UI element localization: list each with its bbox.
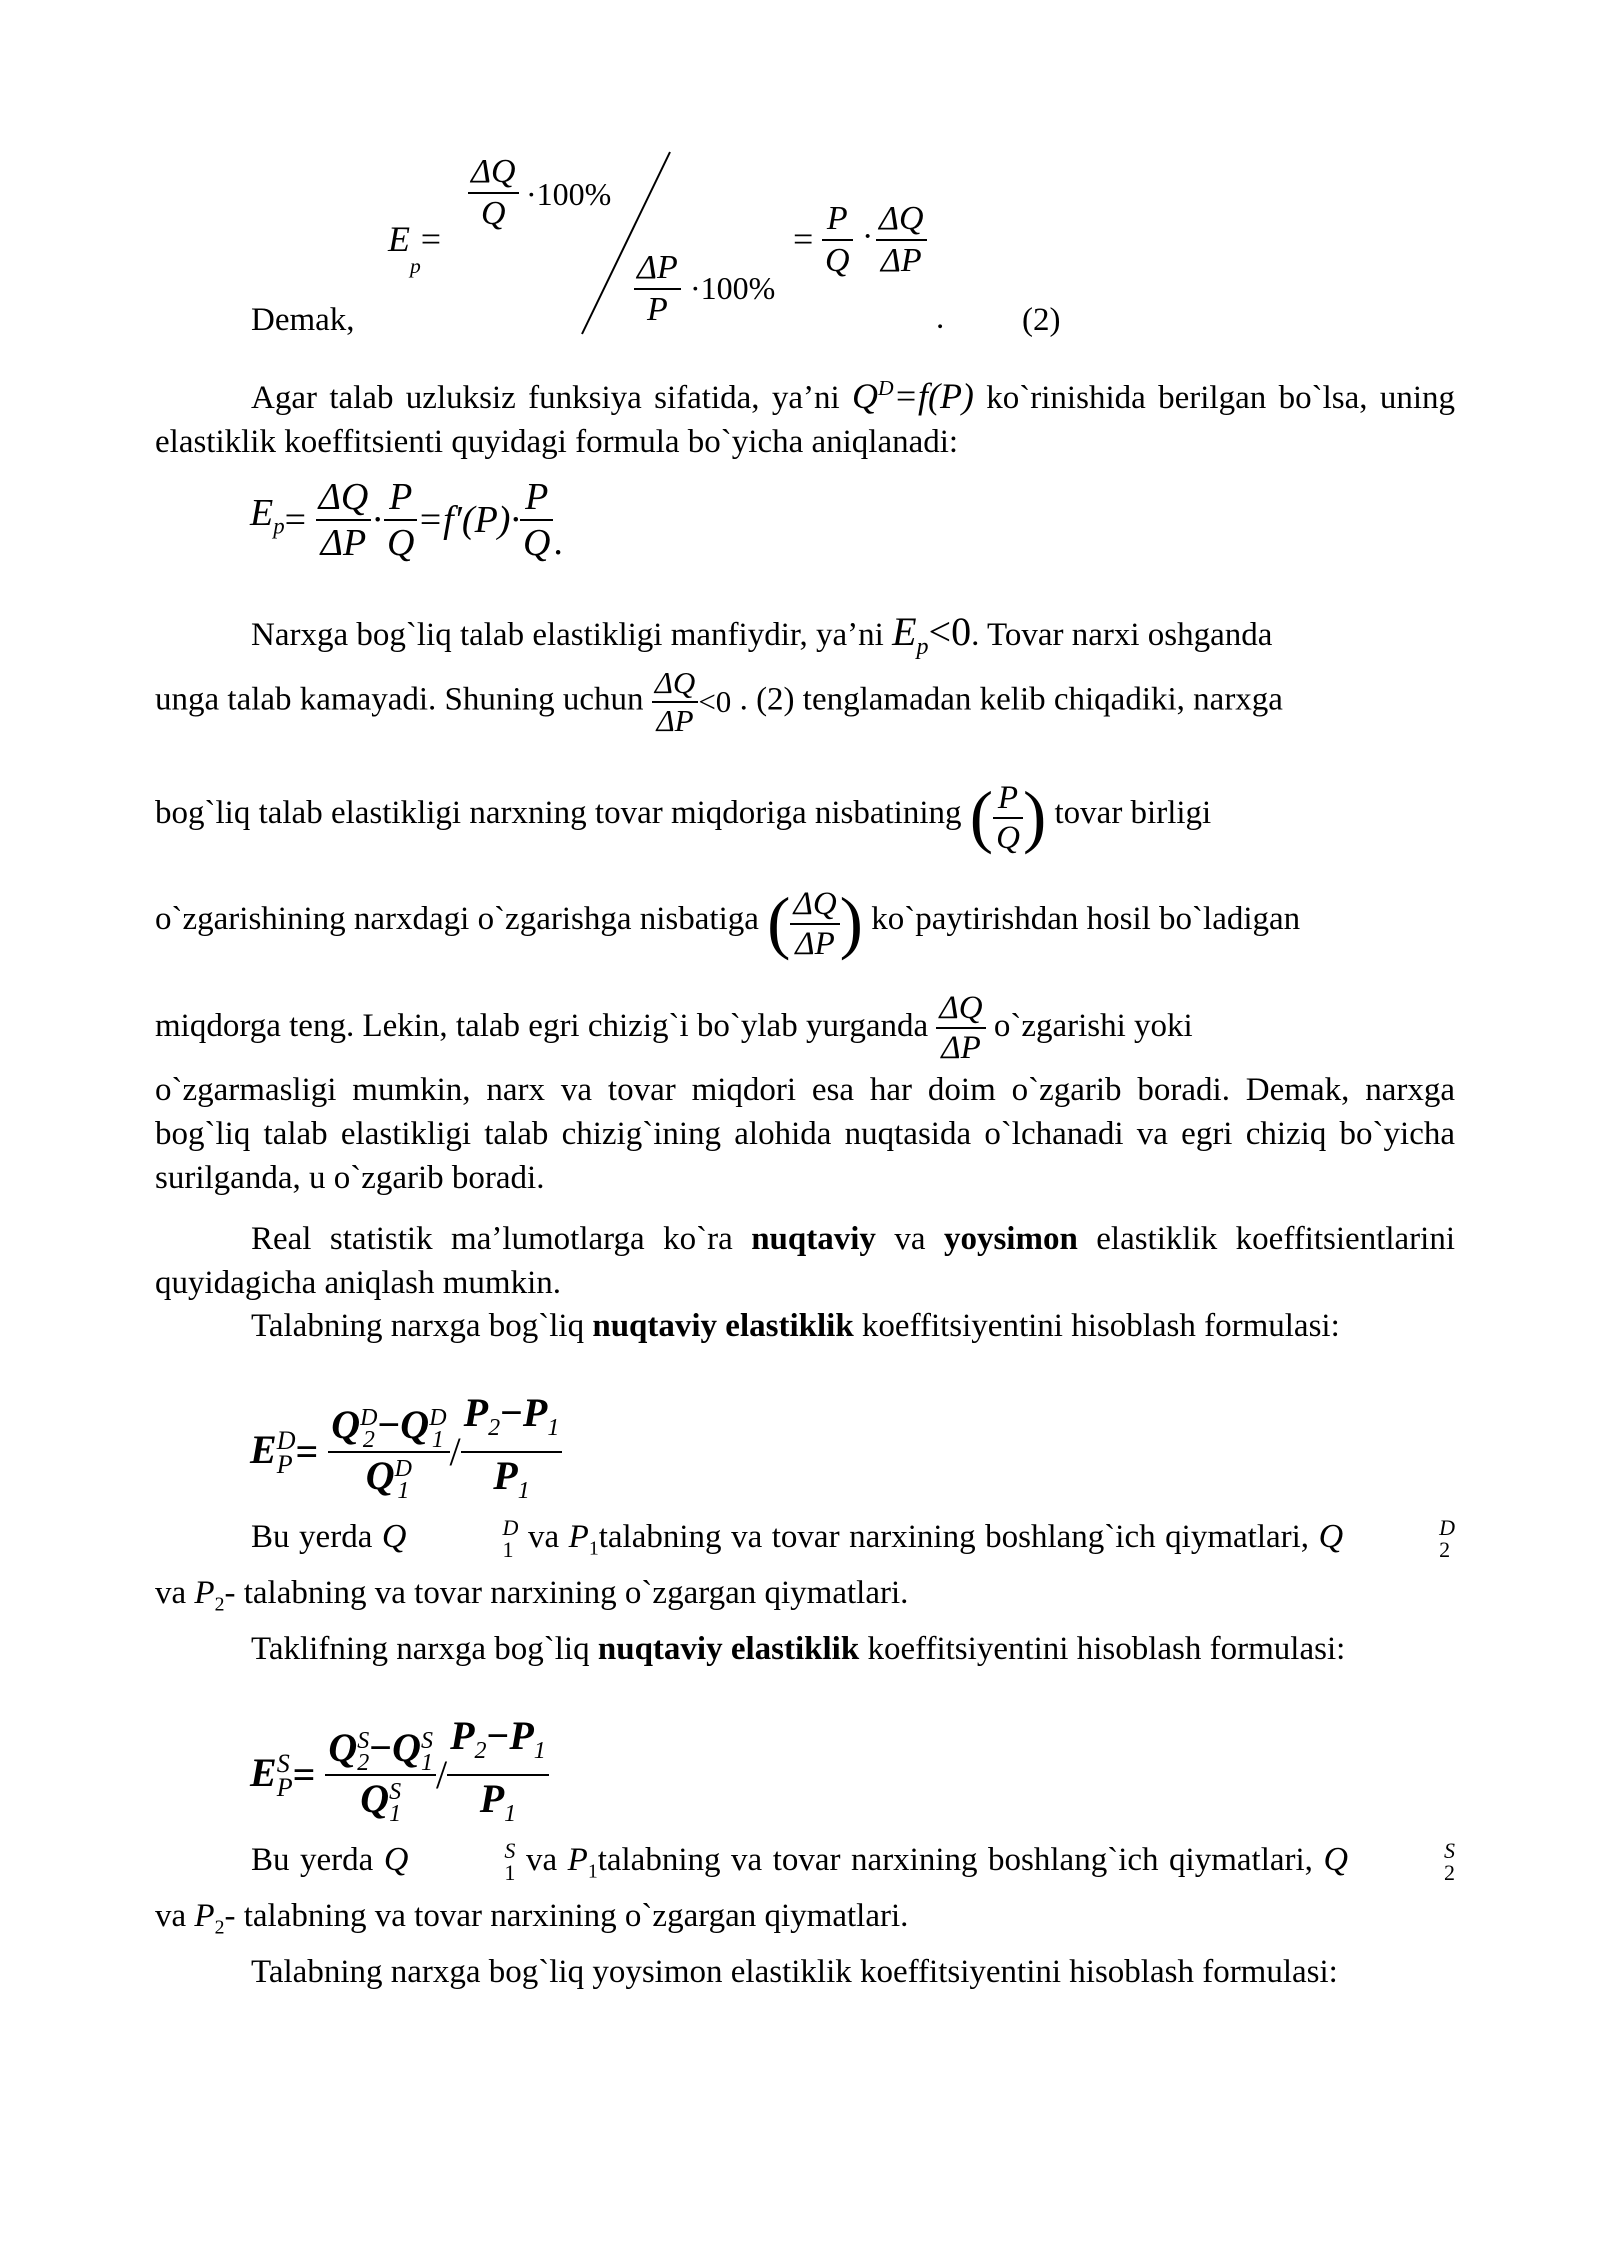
p7-text-2: va [894,1221,926,1257]
eqS-p2-sub: 2 [474,1738,487,1764]
p2-inequality [892,609,972,660]
p11-q2-sub: 2 [1444,1860,1456,1886]
p2-lt: <0 [928,609,972,654]
paragraph-9 [155,1515,1455,1626]
p5-text-before: o`zgarishining narxdagi o`zgarishga nisbatiga [155,901,759,937]
paragraph-1 [155,366,1455,464]
eq3-f3-den: Q [522,522,551,564]
eq2-top-den: Q [480,195,506,232]
eqD-q2-sub: 2 [362,1427,375,1453]
eq2-lhs-sub: p [410,254,421,279]
eq3-f1-num: ΔQ [316,475,372,521]
eqD-q2-sup: D [360,1405,378,1431]
eqD-p-minus: − [500,1390,523,1435]
p11-q2-symbol: Q [1323,1841,1349,1878]
p11-p1-sub: 1 [587,1860,598,1883]
eqS-q2: Q [328,1725,358,1771]
eq2-bottom-fraction [634,248,681,330]
p6-text-before: miqdorga teng. Lekin, talab egri chizig`i bo`ylab yurganda [155,1008,929,1044]
eqS-q1-den: Q [360,1776,390,1821]
p11-q2-sup: S [1444,1838,1456,1864]
eq3-equals: = [284,499,307,541]
eqS-sup: S [276,1749,290,1779]
p11-p2-symbol: P [194,1897,215,1934]
p1-function [852,376,974,416]
eqS-p1-den-sub: 1 [504,1801,517,1827]
p6-num: ΔQ [936,989,985,1029]
eq3-f2-num: P [384,475,417,521]
p3-lt: <0 [698,684,732,719]
eqS-q1-sub: 1 [420,1750,433,1776]
p2-text-before: Narxga bog`liq talab elastikligi manfiydir, yaʼni [251,617,884,653]
eqS-q-den [325,1776,436,1825]
p11-p1 [567,1842,598,1883]
p7-text-3: elastiklik koeffitsientlarini quyidagicha aniqlash mumkin. [155,1221,1455,1301]
p3-fraction [652,665,699,739]
eq3-lhs-sub: p [273,513,285,539]
equation-3 [250,475,563,565]
p3-den: ΔP [656,703,694,738]
p8-text-1: Talabning narxga bog`liq [251,1308,585,1344]
p11-q1-sup: S [504,1838,516,1864]
eq2-equals: = [420,219,442,259]
eq3-f3-num: P [520,475,553,521]
eqD-equals: = [295,1429,319,1474]
p9-p1-symbol: P [568,1519,589,1555]
p9-q2-sup: D [1439,1515,1456,1541]
equation-2 [0,0,1600,360]
p7-text-1: Real statistik maʼlumotlarga ko`ra [251,1221,733,1257]
p11-p2-sub: 2 [214,1916,225,1939]
p11-q2 [1323,1838,1456,1886]
eq2-rhs-f1-den: Q [825,242,850,279]
p5-den: ΔP [795,925,835,962]
p9-text-5: - talabning va tovar narxining o`zgargan qiymatlari. [224,1574,909,1611]
p4-text-after: tovar birligi [1054,795,1212,831]
eqD-p-num [461,1390,563,1453]
eq2-rhs-fraction-2 [876,199,927,281]
eqD-q1-den: Q [365,1453,395,1498]
p8-bold: nuqtaviy elastiklik [592,1308,854,1344]
eq3-fraction-1 [316,475,372,565]
p10-bold: nuqtaviy elastiklik [597,1631,860,1667]
eqS-q1-sup: S [420,1728,433,1754]
p8-text-2: koeffitsiyentini hisoblash formulasi: [861,1308,1340,1344]
eq2-bottom-multiplier: ·100% [690,270,776,306]
p11-q1-sub: 1 [504,1860,516,1886]
eqD-q-num [328,1402,449,1453]
p9-q1-sub: 1 [502,1537,514,1563]
eqS-slash: / [435,1752,448,1797]
p6-rest: o`zgarmasligi mumkin, narx va tovar miqdori esa har doim o`zgarib boradi. Demak, narxga bog`liq talab elastikligi talab chizig`ining alohida nuqtasida o`lchanadi va egri chiziq bo`yicha surilganda, u o`zgarib boradi. [155,1072,1455,1196]
p4-paren-fraction: ( $\frac{P}{Q}$ ) [969,778,1047,856]
eqD-e: E [250,1426,277,1472]
p11-p1-symbol: P [567,1842,588,1878]
eqS-q1-den-sub: 1 [389,1800,402,1827]
eq2-rhs-f2-num: ΔQ [876,199,927,241]
eq3-f2-den: Q [386,522,415,564]
eqD-q-den [328,1453,449,1502]
p11-text-2: va [525,1842,558,1878]
p6-first-line [155,984,1455,1068]
eqS-fraction-q [325,1725,436,1825]
eq3-dot: · [371,499,384,541]
paragraph-12: Talabning narxga bog`liq yoysimon elastiklik koeffitsiyentini hisoblash formulasi: [251,1954,1338,1990]
demak-label: Demak, [251,302,355,338]
p6-den: ΔP [941,1030,981,1067]
p10-text-1: Taklifning narxga bog`liq [251,1631,590,1667]
p4-text-before: bog`liq talab elastikligi narxning tovar miqdoriga nisbatining [155,795,962,831]
paragraph-5 [155,874,1455,966]
p9-q2 [1318,1515,1456,1563]
eqD-q2: Q [331,1402,361,1448]
p5-paren-fraction: ( $\frac{\Delta Q}{\Delta P}$ ) [767,884,863,962]
eqD-sub: P [276,1450,293,1480]
paragraph-8 [155,1304,1455,1348]
eqS-p-num [447,1713,549,1776]
p11-q1-symbol: Q [383,1841,409,1878]
eq2-number: (2) [1022,302,1061,338]
eq2-rhs-f2-den: ΔP [880,242,922,279]
eqD-q1: Q [400,1402,430,1448]
eq2-period: . [936,300,945,336]
paragraph-10 [155,1627,1455,1671]
eq2-bottom-den: P [646,291,668,328]
p9-q1 [381,1515,519,1563]
eqS-lhs [250,1750,293,1801]
p7-bold-2: yoysimon [943,1221,1078,1257]
p5-text-after: ko`paytirishdan hosil bo`ladigan [871,901,1301,937]
p9-p1 [568,1519,599,1560]
p9-q1-sup: D [502,1515,519,1541]
paragraph-6 [155,984,1455,1200]
p9-q1-symbol: Q [381,1518,407,1555]
equation-demand-elasticity [250,1390,562,1514]
p3-num: ΔQ [652,665,699,703]
eq2-top-fraction [468,152,519,234]
eqS-p1: P [509,1713,534,1758]
eqS-p1-sub: 1 [533,1738,546,1764]
paragraph-2 [155,610,1455,669]
p1-text-after: ko`rinishida berilgan bo`lsa, uning elastiklik koeffitsienti quyidagi formula bo`yicha aniqlanadi: [155,380,1456,460]
eq3-period: . [553,521,563,563]
eqD-minus: − [377,1402,401,1448]
eqD-p1: P [522,1390,548,1435]
eqD-sup: D [276,1426,296,1456]
eqS-sub: P [276,1773,293,1803]
eq2-top-num: ΔQ [468,152,519,194]
p9-text-4: va [155,1574,187,1611]
eqS-p1-den: P [479,1776,505,1821]
eqS-fraction-p [447,1713,549,1837]
p10-text-2: koeffitsiyentini hisoblash formulasi: [867,1631,1346,1667]
p11-p2 [194,1897,225,1939]
p4-den: Q [996,819,1020,856]
eqS-minus: − [369,1725,393,1771]
eq3-fraction-3 [520,475,553,565]
p9-text-1: Bu yerda [251,1519,373,1555]
eqS-p2: P [450,1713,475,1758]
p9-q2-symbol: Q [1318,1518,1344,1555]
p2-e: E [892,609,917,654]
p9-text-3: talabning va tovar narxining boshlang`ich qiymatlari, [598,1519,1310,1555]
p4-num: P [993,779,1023,819]
p1-q: Q [852,376,879,416]
p11-text-1: Bu yerda [251,1842,374,1878]
p1-q-sup: D [878,376,894,400]
equation-supply-elasticity [250,1713,549,1837]
eqS-q-num [325,1725,436,1776]
eqS-e: E [250,1749,277,1795]
eqD-p1-sub: 1 [547,1415,560,1441]
eq2-lhs [388,218,442,279]
paragraph-3 [155,665,1455,739]
p7-bold-1: nuqtaviy [751,1221,876,1257]
paragraph-11 [155,1838,1455,1949]
eqS-q2-sup: S [357,1728,370,1754]
eq2-rhs-f1-num: P [822,199,853,241]
p9-q2-sub: 2 [1439,1537,1451,1563]
p11-text-4: va [155,1897,187,1934]
p3-text-before: unga talab kamayadi. Shuning uchun [155,681,644,718]
eqD-p-den [461,1453,563,1514]
eqD-p2: P [463,1390,489,1435]
eqD-fraction-q [328,1402,449,1502]
paragraph-4 [155,768,1455,860]
eqS-q1: Q [392,1725,421,1771]
eq3-lhs-symbol: E [250,492,274,535]
eqD-lhs [250,1427,295,1478]
eqD-fraction-p [461,1390,563,1514]
paragraph-7 [155,1217,1455,1305]
eqS-p-den [447,1776,549,1837]
eq3-fraction-2 [384,475,417,565]
eqD-p2-sub: 2 [488,1415,501,1441]
p5-num: ΔQ [790,885,839,925]
eqS-q1-den-sup: S [389,1778,402,1805]
eqS-p-minus: − [486,1713,510,1758]
p11-text-5: - talabning va tovar narxining o`zgargan qiymatlari. [224,1897,909,1934]
p11-q1 [383,1838,516,1886]
eq3-lhs [250,491,285,549]
eqD-q1-sub: 1 [431,1427,444,1453]
eq2-rhs-fraction-1 [822,199,853,281]
eqD-q1-sup: D [429,1405,447,1431]
p9-p2 [194,1574,225,1616]
p6-text-after: o`zgarishi yoki [993,1008,1193,1044]
p9-p2-sub: 2 [214,1593,225,1616]
eqS-equals: = [292,1752,316,1797]
p11-text-3: talabning va tovar narxining boshlang`ich qiymatlari, [597,1842,1313,1878]
eqD-q1-den-sup: D [394,1455,413,1482]
eqD-p1-den: P [493,1453,518,1498]
eq2-rhs-dot: · [862,218,874,255]
p9-p2-symbol: P [194,1574,215,1611]
p1-text-before: Agar talab uzluksiz funksiya sifatida, yaʼni [251,380,840,416]
eq3-derivative: =f′(P)· [417,499,520,541]
p1-expr: =f(P) [893,376,974,416]
p3-text-after: . (2) tenglamadan kelib chiqadiki, narxga [739,681,1283,718]
p9-p1-sub: 1 [588,1537,599,1560]
p2-text-after: . Tovar narxi oshganda [971,617,1273,653]
eq3-f1-den: ΔP [320,522,367,564]
eq2-bottom-num: ΔP [634,248,681,290]
eqD-q1-den-sub: 1 [397,1477,410,1504]
eqS-q2-sub: 2 [357,1750,370,1776]
p6-fraction [936,989,985,1067]
eqD-p1-den-sub: 1 [517,1478,530,1504]
eq2-lhs-symbol: E [388,219,410,259]
eq2-rhs-equals: = [793,219,814,259]
p9-text-2: va [527,1519,560,1555]
eqD-slash: / [449,1429,461,1474]
p2-e-sub: p [916,634,929,660]
eq2-top-multiplier: ·100% [526,176,612,212]
